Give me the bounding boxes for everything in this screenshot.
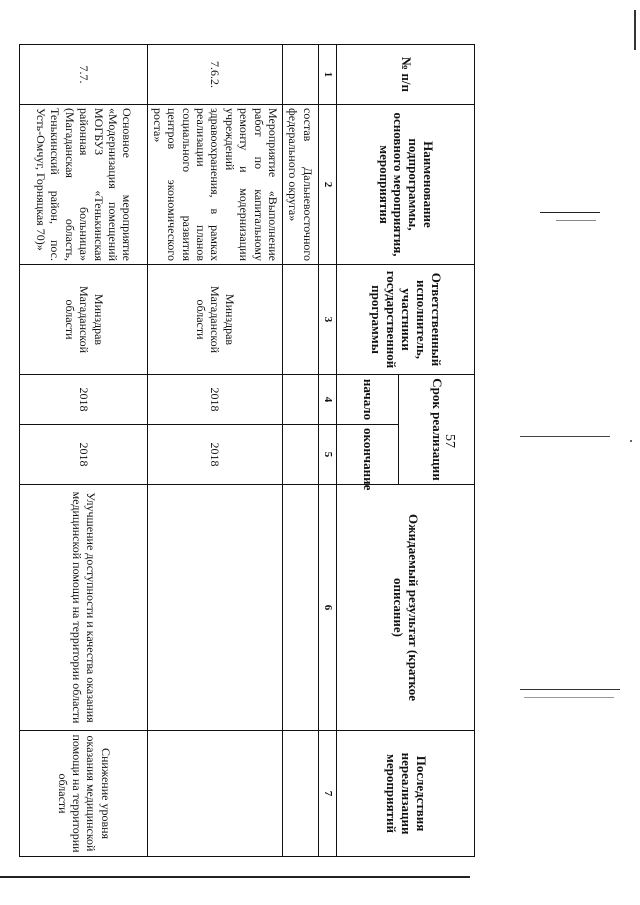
program-table bbox=[19, 44, 475, 857]
colnum-4: 4 bbox=[319, 375, 337, 425]
row-start bbox=[283, 375, 319, 425]
row-num: 7.7. bbox=[20, 45, 148, 105]
header-result: Ожидаемый результат (краткое описание) bbox=[337, 485, 475, 731]
header-term: Срок реализации bbox=[399, 375, 475, 485]
colnum-3: 3 bbox=[319, 265, 337, 375]
row-num: 7.6.2. bbox=[148, 45, 283, 105]
row-consequence bbox=[148, 731, 283, 857]
row-executor bbox=[283, 265, 319, 375]
colnum-5: 5 bbox=[319, 425, 337, 485]
scan-speck bbox=[630, 440, 632, 442]
row-end: 2018 bbox=[20, 425, 148, 485]
row-name: состав Дальневосточного федерального округа» bbox=[283, 105, 319, 265]
row-executor: Минздрав Магаданской области bbox=[148, 265, 283, 375]
header-end: окончание bbox=[337, 425, 399, 485]
row-executor: Минздрав Магаданской области bbox=[20, 265, 148, 375]
scan-line bbox=[520, 436, 610, 437]
scan-line bbox=[556, 220, 596, 221]
header-consequence: Последствия нереализации мероприятий bbox=[337, 731, 475, 857]
row-start: 2018 bbox=[20, 375, 148, 425]
header-num: № п/п bbox=[337, 45, 475, 105]
row-result bbox=[148, 485, 283, 731]
row-name: Основное мероприятие «Модернизация помещений МОГБУЗ «Тенькинская районная больница» (Магаданская область, Тенькинский район, пос. Усть-Омчуг, Горняцкая 70)» bbox=[20, 105, 148, 265]
scan-line bbox=[540, 212, 600, 213]
scan-line bbox=[524, 697, 614, 698]
row-end: 2018 bbox=[148, 425, 283, 485]
colnum-6: 6 bbox=[319, 485, 337, 731]
scan-mark bbox=[634, 10, 636, 50]
header-executor: Ответственный исполнитель, участники государственной программы bbox=[337, 265, 475, 375]
row-consequence: Снижение уровня оказания медицинской помощи на территории области bbox=[20, 731, 148, 857]
colnum-7: 7 bbox=[319, 731, 337, 857]
row-start: 2018 bbox=[148, 375, 283, 425]
table-row bbox=[20, 45, 148, 857]
header-start: начало bbox=[337, 375, 399, 425]
row-result: Улучшение доступности и качества оказания медицинской помощи на территории области bbox=[20, 485, 148, 731]
colnum-2: 2 bbox=[319, 105, 337, 265]
header-name: Наименование подпрограммы, основного мероприятия, мероприятия bbox=[337, 105, 475, 265]
column-number-row bbox=[319, 45, 337, 857]
table-row bbox=[283, 45, 319, 857]
row-name: Мероприятие «Выполнение работ по капитальному ремонту и модернизации учреждений здравоохранения, в рамках реализации планов социального развития центров экономического роста» bbox=[148, 105, 283, 265]
rotated-table-container bbox=[34, 44, 475, 856]
row-consequence bbox=[283, 731, 319, 857]
table-row bbox=[148, 45, 283, 857]
scan-line bbox=[520, 689, 620, 690]
row-num bbox=[283, 45, 319, 105]
row-end bbox=[283, 425, 319, 485]
row-result bbox=[283, 485, 319, 731]
colnum-1: 1 bbox=[319, 45, 337, 105]
page-number: 57 bbox=[442, 434, 457, 448]
scan-line bbox=[0, 876, 470, 878]
header-row bbox=[399, 45, 475, 857]
